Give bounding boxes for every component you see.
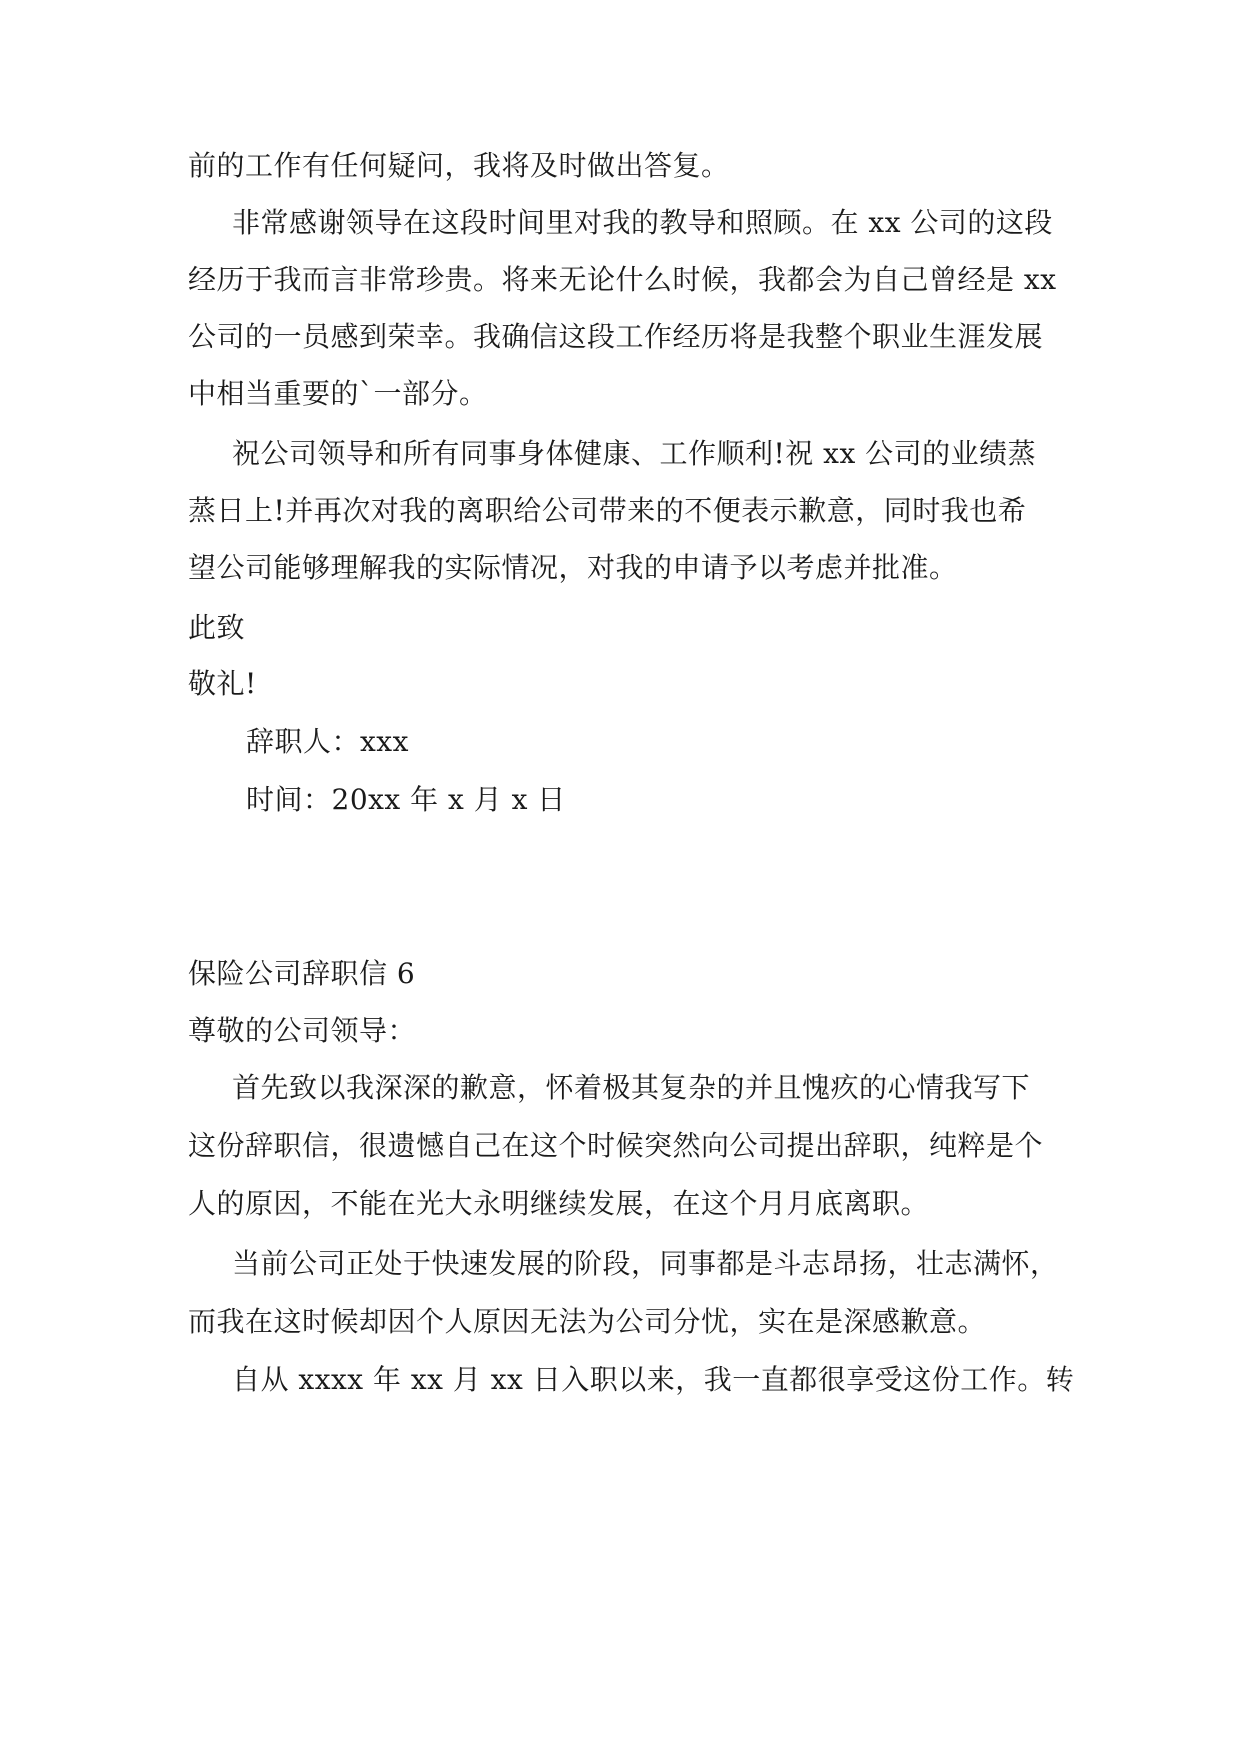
paragraph-line: 首先致以我深深的歉意，怀着极其复杂的并且愧疚的心情我写下 xyxy=(232,1071,1031,1104)
section-title: 保险公司辞职信 6 xyxy=(188,957,416,990)
date-line: 时间：20xx 年 x 月 x 日 xyxy=(246,783,566,816)
paragraph-line: 自从 xxxx 年 xx 月 xx 日入职以来，我一直都很享受这份工作。转 xyxy=(232,1363,1075,1396)
paragraph-line: 非常感谢领导在这段时间里对我的教导和照顾。在 xx 公司的这段 xyxy=(232,206,1053,239)
paragraph-line: 前的工作有任何疑问，我将及时做出答复。 xyxy=(188,149,730,182)
paragraph-line: 人的原因，不能在光大永明继续发展，在这个月月底离职。 xyxy=(188,1187,930,1220)
paragraph-line: 祝公司领导和所有同事身体健康、工作顺利!祝 xx 公司的业绩蒸 xyxy=(232,437,1037,470)
signer-line: 辞职人：xxx xyxy=(246,725,409,758)
closing-salute: 敬礼! xyxy=(188,667,257,700)
salutation: 尊敬的公司领导： xyxy=(188,1014,417,1047)
closing-line: 此致 xyxy=(188,611,246,644)
paragraph-line: 蒸日上!并再次对我的离职给公司带来的不便表示歉意，同时我也希 xyxy=(188,494,1027,527)
paragraph-line: 当前公司正处于快速发展的阶段，同事都是斗志昂扬，壮志满怀， xyxy=(232,1247,1059,1280)
paragraph-line: 中相当重要的`一部分。 xyxy=(188,377,488,410)
paragraph-line: 而我在这时候却因个人原因无法为公司分忧，实在是深感歉意。 xyxy=(188,1305,987,1338)
paragraph-line: 经历于我而言非常珍贵。将来无论什么时候，我都会为自己曾经是 xx xyxy=(188,263,1057,296)
paragraph-line: 这份辞职信，很遗憾自己在这个时候突然向公司提出辞职，纯粹是个 xyxy=(188,1129,1044,1162)
paragraph-line: 公司的一员感到荣幸。我确信这段工作经历将是我整个职业生涯发展 xyxy=(188,320,1044,353)
paragraph-line: 望公司能够理解我的实际情况，对我的申请予以考虑并批准。 xyxy=(188,551,958,584)
